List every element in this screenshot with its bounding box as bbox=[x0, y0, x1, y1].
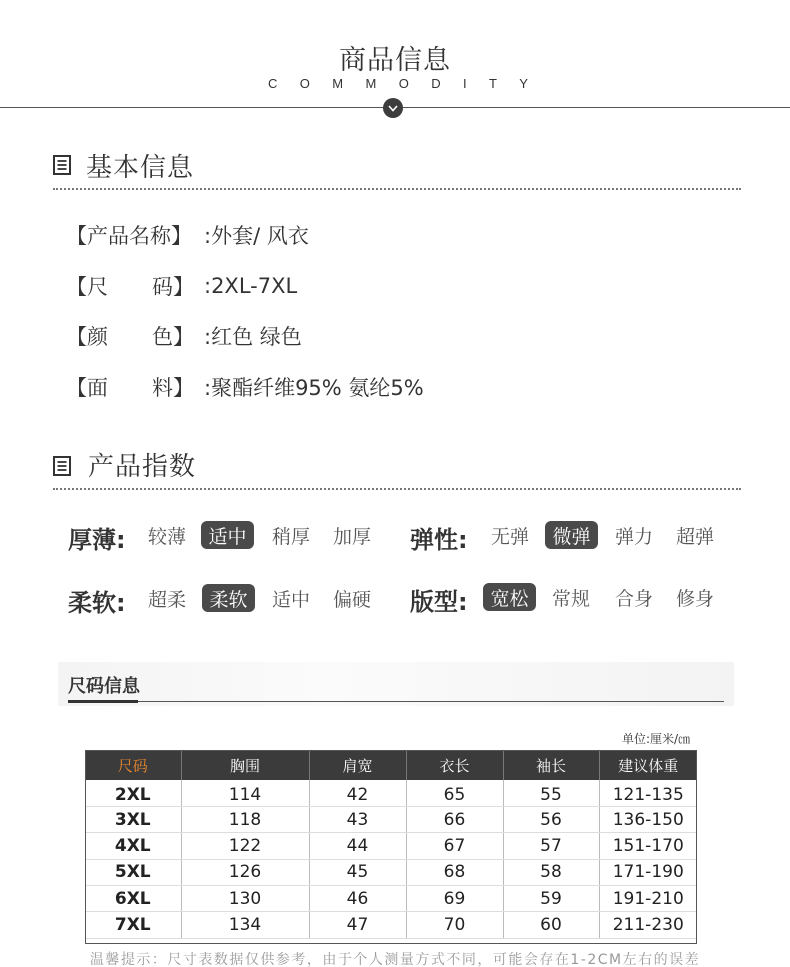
page-title: 商品信息 bbox=[339, 45, 451, 76]
table-cell: 3XL bbox=[85, 806, 181, 832]
table-cell: 121-135 bbox=[599, 780, 697, 806]
size-info-underline bbox=[68, 700, 138, 703]
size-info-title: 尺码信息 bbox=[68, 676, 140, 697]
table-cell: 134 bbox=[181, 912, 309, 938]
page-subtitle bbox=[268, 76, 528, 91]
table-cell: 60 bbox=[503, 912, 599, 938]
size-info-divider bbox=[68, 701, 724, 702]
info-row-color bbox=[66, 321, 302, 351]
basic-info-title: 基本信息 bbox=[86, 153, 195, 183]
size-note: 温馨提示：尺寸表数据仅供参考，由于个人测量方式不同，可能会存在1-2CM左右的误差 bbox=[89, 952, 701, 967]
info-key: 【颜 色】 bbox=[66, 325, 194, 349]
table-cell: 7XL bbox=[85, 912, 181, 938]
info-value: :聚酯纤维95% 氨纶5% bbox=[204, 376, 424, 400]
subtitle-letter: D bbox=[431, 76, 441, 91]
info-value: :2XL-7XL bbox=[204, 274, 298, 298]
info-row-fabric bbox=[66, 372, 424, 402]
table-cell: 118 bbox=[181, 806, 309, 832]
index-label-thickness: 厚薄: bbox=[68, 526, 126, 554]
index-label-elasticity: 弹性: bbox=[410, 526, 468, 554]
table-cell: 2XL bbox=[85, 780, 181, 806]
index-label-fit: 版型: bbox=[410, 588, 468, 616]
index-option: 偏硬 bbox=[332, 588, 371, 611]
info-row-name bbox=[66, 220, 309, 250]
table-cell: 6XL bbox=[85, 886, 181, 912]
table-cell: 66 bbox=[406, 806, 503, 832]
table-cell: 130 bbox=[181, 886, 309, 912]
table-cell: 68 bbox=[406, 859, 503, 885]
table-cell: 69 bbox=[406, 886, 503, 912]
dotted-divider bbox=[53, 488, 741, 490]
subtitle-letter: M bbox=[332, 76, 344, 91]
info-key: 【产品名称】 bbox=[66, 224, 192, 248]
table-row bbox=[85, 859, 697, 885]
index-option: 适中 bbox=[271, 588, 310, 611]
table-cell: 42 bbox=[309, 780, 406, 806]
table-cell: 58 bbox=[503, 859, 599, 885]
table-cell: 59 bbox=[503, 886, 599, 912]
document-icon bbox=[53, 456, 71, 476]
table-cell: 126 bbox=[181, 859, 309, 885]
index-option: 稍厚 bbox=[271, 525, 310, 548]
table-cell: 67 bbox=[406, 833, 503, 859]
table-cell: 57 bbox=[503, 833, 599, 859]
table-header-row bbox=[85, 750, 697, 780]
table-cell: 114 bbox=[181, 780, 309, 806]
table-cell: 70 bbox=[406, 912, 503, 938]
index-option: 合身 bbox=[614, 587, 653, 610]
table-cell: 136-150 bbox=[599, 806, 697, 832]
index-option-selected: 柔软 bbox=[202, 584, 255, 612]
table-cell: 151-170 bbox=[599, 833, 697, 859]
subtitle-letter: I bbox=[462, 76, 467, 91]
table-header: 衣长 bbox=[406, 750, 503, 780]
table-cell: 44 bbox=[309, 833, 406, 859]
index-option: 常规 bbox=[551, 587, 590, 610]
table-cell: 5XL bbox=[85, 859, 181, 885]
size-table bbox=[85, 750, 697, 939]
table-row bbox=[85, 806, 697, 832]
index-option: 修身 bbox=[675, 587, 714, 610]
table-header: 肩宽 bbox=[309, 750, 406, 780]
subtitle-letter: O bbox=[398, 76, 409, 91]
table-header: 尺码 bbox=[85, 750, 181, 780]
table-cell: 211-230 bbox=[599, 912, 697, 938]
document-icon bbox=[53, 155, 71, 175]
table-cell: 45 bbox=[309, 859, 406, 885]
index-option: 超柔 bbox=[147, 588, 186, 611]
index-option-selected: 微弹 bbox=[545, 521, 598, 549]
table-cell: 191-210 bbox=[599, 886, 697, 912]
product-index-title: 产品指数 bbox=[88, 452, 197, 482]
unit-label: 单位:厘米/㎝ bbox=[622, 732, 691, 746]
subtitle-letter: T bbox=[488, 76, 497, 91]
index-option: 较薄 bbox=[147, 525, 186, 548]
table-cell: 122 bbox=[181, 833, 309, 859]
subtitle-letter: O bbox=[299, 76, 310, 91]
subtitle-letter: Y bbox=[519, 76, 528, 91]
table-row bbox=[85, 833, 697, 859]
subtitle-letter: C bbox=[268, 76, 278, 91]
table-row bbox=[85, 912, 697, 938]
table-cell: 171-190 bbox=[599, 859, 697, 885]
index-option: 超弹 bbox=[675, 525, 714, 548]
subtitle-letter: M bbox=[365, 76, 377, 91]
chevron-down-icon bbox=[383, 98, 403, 118]
table-cell: 43 bbox=[309, 806, 406, 832]
table-cell: 65 bbox=[406, 780, 503, 806]
info-value: :外套/ 风衣 bbox=[204, 224, 309, 248]
info-key: 【尺 码】 bbox=[66, 275, 194, 299]
index-option: 无弹 bbox=[490, 525, 529, 548]
table-cell: 46 bbox=[309, 886, 406, 912]
table-row bbox=[85, 886, 697, 912]
size-info-band bbox=[58, 662, 734, 706]
table-cell: 55 bbox=[503, 780, 599, 806]
info-row-size bbox=[66, 271, 297, 301]
table-cell: 56 bbox=[503, 806, 599, 832]
table-header: 建议体重 bbox=[599, 750, 697, 780]
index-label-softness: 柔软: bbox=[68, 589, 126, 617]
table-row bbox=[85, 780, 697, 806]
index-option-selected: 适中 bbox=[201, 521, 254, 549]
index-option: 加厚 bbox=[332, 525, 371, 548]
table-header: 胸围 bbox=[181, 750, 309, 780]
info-key: 【面 料】 bbox=[66, 376, 194, 400]
table-header: 袖长 bbox=[503, 750, 599, 780]
info-value: :红色 绿色 bbox=[204, 325, 302, 349]
table-cell: 47 bbox=[309, 912, 406, 938]
table-cell: 4XL bbox=[85, 833, 181, 859]
index-option-selected: 宽松 bbox=[483, 583, 536, 611]
index-option: 弹力 bbox=[614, 525, 653, 548]
dotted-divider bbox=[53, 188, 741, 190]
